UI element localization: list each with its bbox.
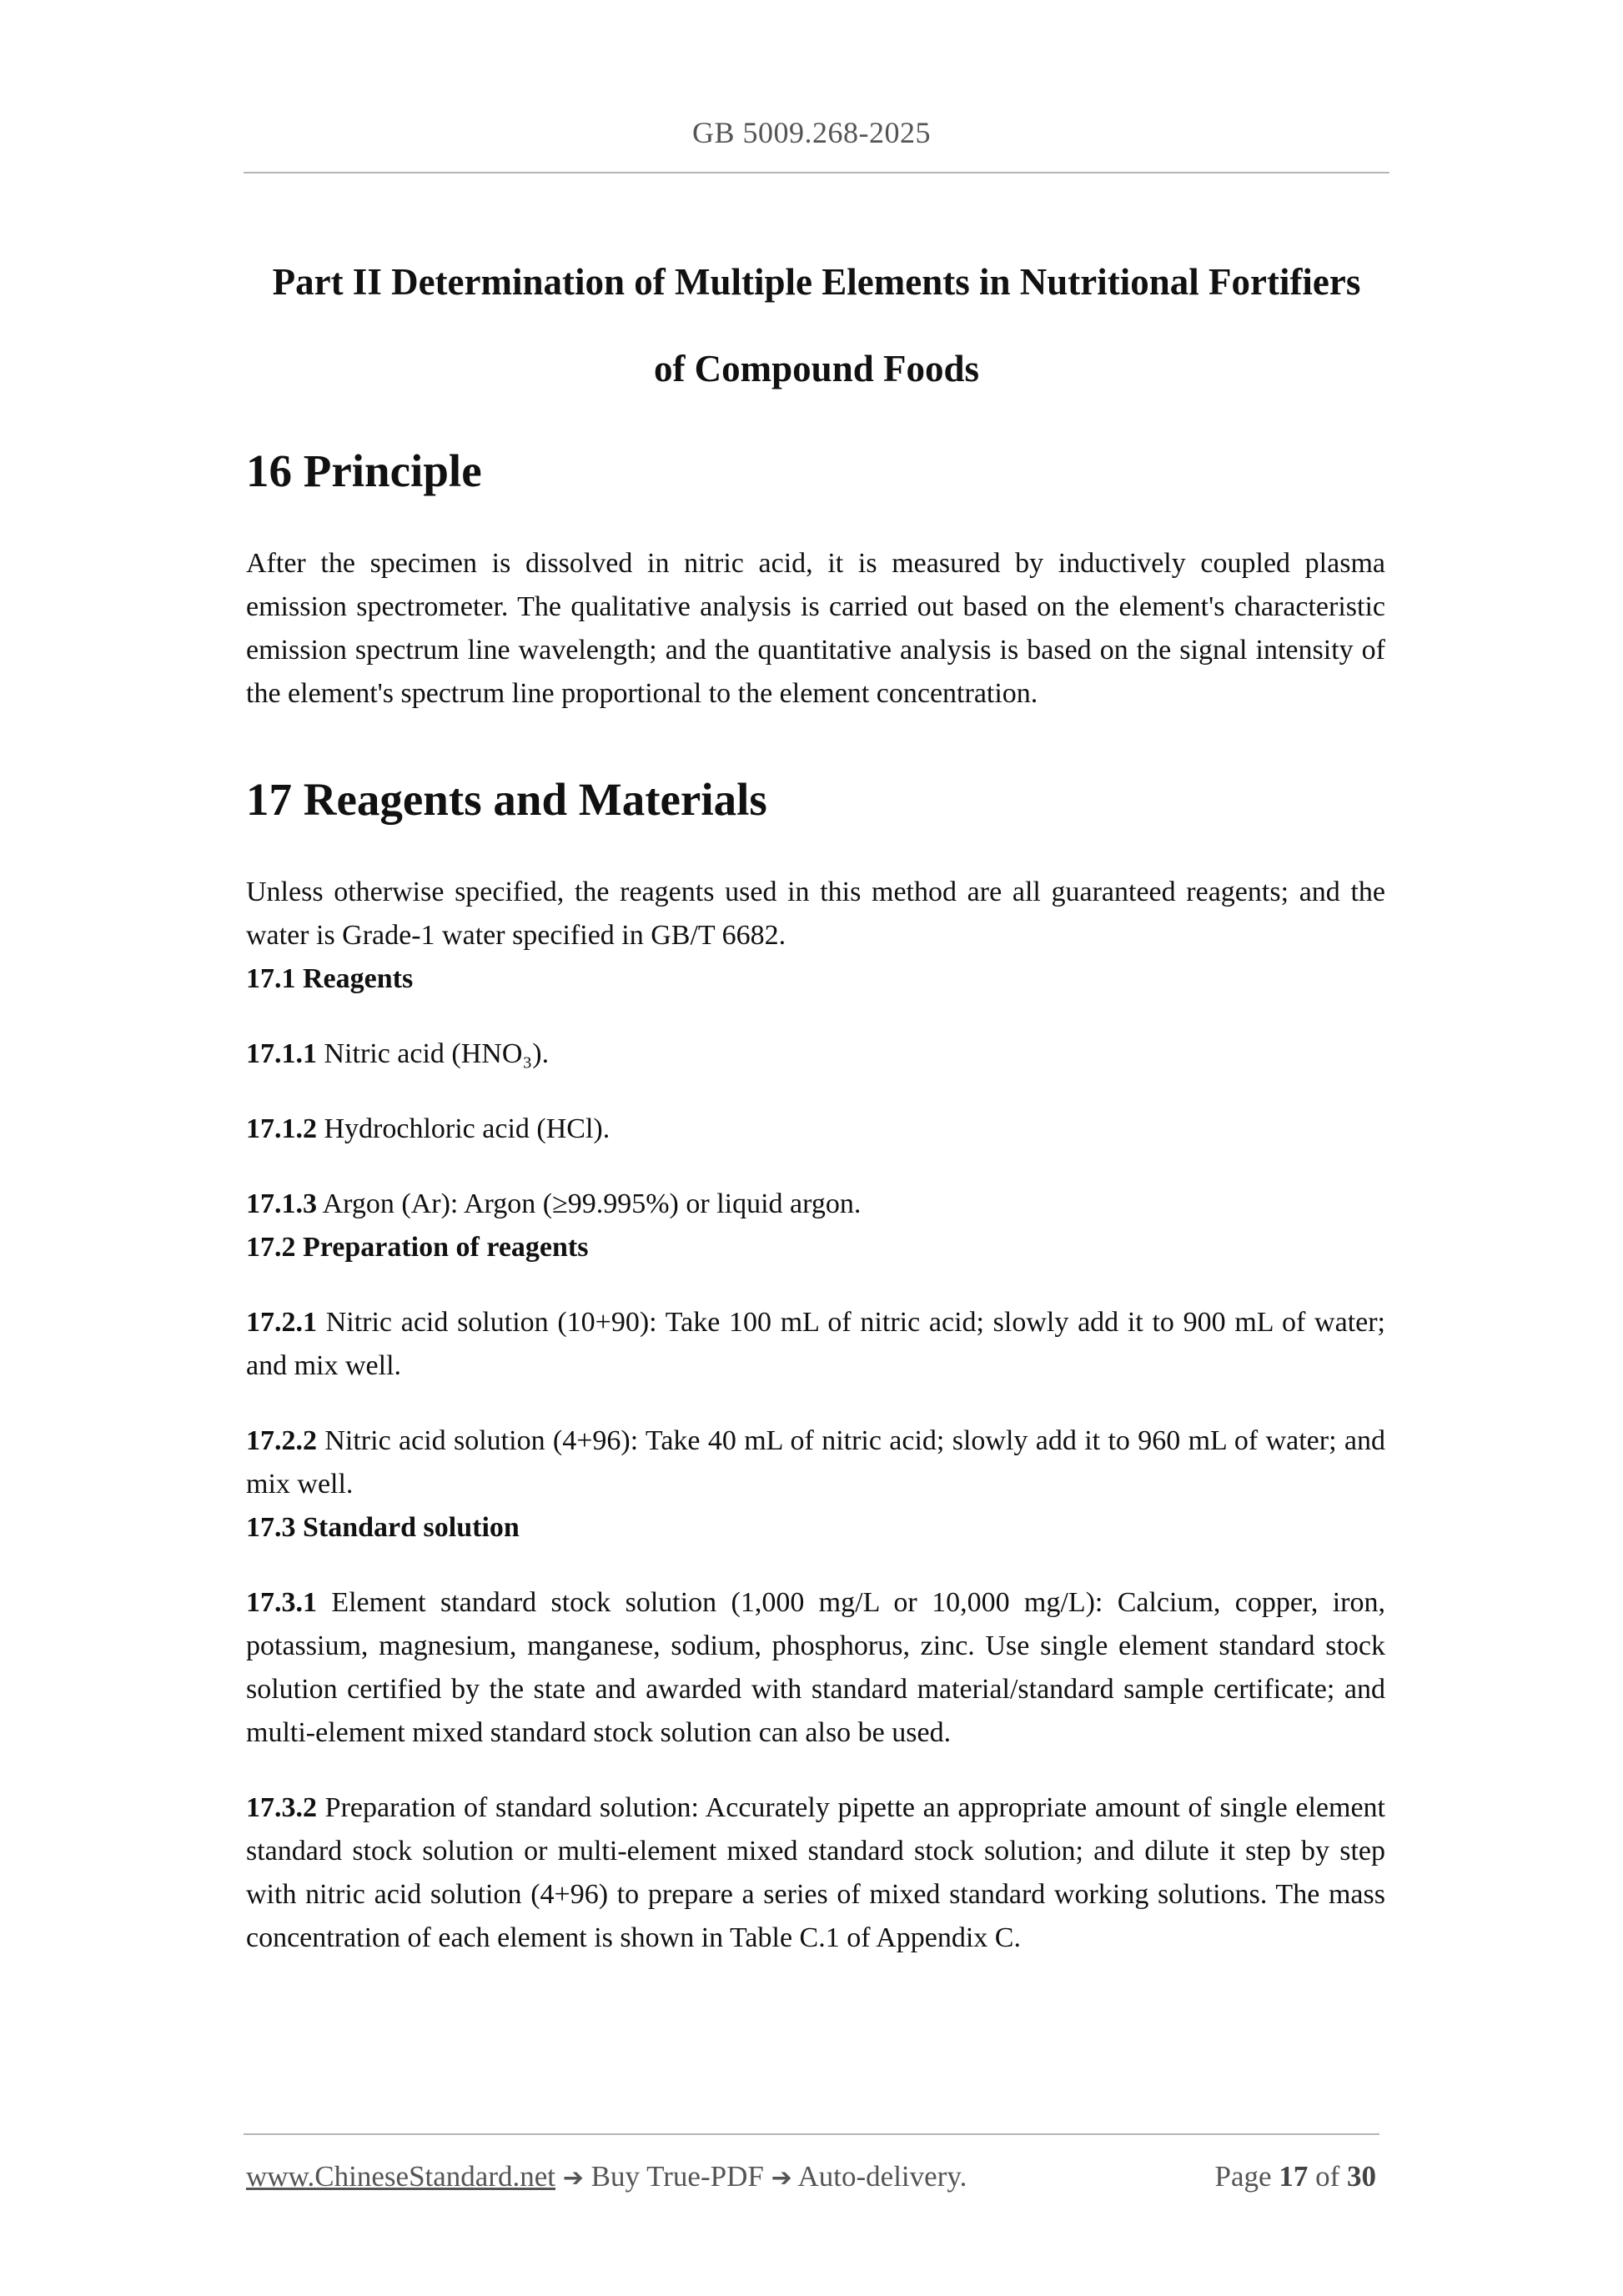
standard-code-header: GB 5009.268-2025	[692, 116, 931, 149]
of-word: of	[1315, 2160, 1340, 2193]
clause-17-2-2	[246, 1419, 1385, 1506]
part-title-line-1: Part II Determination of Multiple Elements in Nutritional Fortifiers	[272, 261, 1361, 303]
clause-17-1-heading: 17.1 Reagents	[246, 963, 414, 994]
clause-17-3-1	[246, 1581, 1385, 1755]
part-title-line-2: of Compound Foods	[653, 348, 980, 389]
page-word: Page	[1214, 2160, 1272, 2193]
clause-number: 17.3.1	[246, 1587, 317, 1618]
total-pages-number: 30	[1347, 2160, 1376, 2193]
arrow-right-icon: ➔	[771, 2163, 792, 2193]
clause-number: 17.2.2	[246, 1425, 317, 1456]
part-title	[244, 239, 1389, 412]
section-16-body: After the specimen is dissolved in nitric acid, it is measured by inductively coupled plasma emission spectrometer. The qualitative analysis is carried out based on the element's characteristic emission spectrum line wavelength; and the quantitative analysis is based on the signal intensity of the element's spectrum line proportional to the element concentration.	[246, 548, 1385, 709]
clause-17-1-3	[246, 1183, 1385, 1226]
section-16-heading: 16 Principle	[246, 445, 482, 496]
page-footer	[246, 2156, 1376, 2199]
buy-true-pdf-text: Buy True-PDF	[583, 2160, 771, 2193]
clause-text: Hydrochloric acid (HCl).	[317, 1113, 611, 1144]
current-page-number: 17	[1279, 2160, 1309, 2193]
clause-number: 17.3.2	[246, 1792, 317, 1823]
auto-delivery-text: Auto-delivery.	[791, 2160, 967, 2193]
clause-17-1-1	[246, 1032, 1385, 1076]
clause-17-2-heading: 17.2 Preparation of reagents	[246, 1232, 589, 1263]
clause-17-3-2	[246, 1786, 1385, 1960]
clause-number: 17.1.3	[246, 1188, 317, 1219]
clause-number: 17.1.2	[246, 1113, 317, 1144]
clause-text: Nitric acid solution (10+90): Take 100 mL of nitric acid; slowly add it to 900 mL of water; and mix well.	[246, 1307, 1385, 1381]
clause-17-1-2	[246, 1108, 1385, 1151]
site-link[interactable]: www.ChineseStandard.net	[246, 2160, 555, 2193]
clause-text: Nitric acid solution (4+96): Take 40 mL of nitric acid; slowly add it to 960 mL of water; and mix well.	[246, 1425, 1385, 1500]
clause-number: 17.1.1	[246, 1038, 317, 1069]
clause-text: Element standard stock solution (1,000 mg/L or 10,000 mg/L): Calcium, copper, iron, potassium, magnesium, manganese, sodium, phosphorus, zinc. Use single element standard stock solution certified by the state and awarded with standard material/standard sample certificate; and multi-element mixed standard stock solution can also be used.	[246, 1587, 1385, 1748]
arrow-right-icon: ➔	[562, 2163, 584, 2193]
section-17-heading: 17 Reagents and Materials	[246, 774, 767, 825]
page-indicator	[1215, 2156, 1376, 2198]
clause-17-3-heading: 17.3 Standard solution	[246, 1512, 520, 1543]
clause-text: Preparation of standard solution: Accurately pipette an appropriate amount of single element standard stock solution or multi-element mixed standard stock solution; and dilute it step by step with nitric acid solution (4+96) to prepare a series of mixed standard working solutions. The mass concentration of each element is shown in Table C.1 of Appendix C.	[246, 1792, 1385, 1953]
clause-number: 17.2.1	[246, 1307, 317, 1338]
clause-17-2-1	[246, 1301, 1385, 1388]
section-17-intro: Unless otherwise specified, the reagents used in this method are all guaranteed reagents; and the water is Grade-1 water specified in GB/T 6682.	[246, 877, 1385, 951]
main-content	[246, 434, 1385, 1960]
clause-text: Nitric acid (HNO₃).	[317, 1038, 550, 1069]
header-divider	[244, 172, 1389, 173]
clause-text: Argon (Ar): Argon (≥99.995%) or liquid argon.	[317, 1188, 862, 1219]
footer-divider	[244, 2133, 1379, 2135]
